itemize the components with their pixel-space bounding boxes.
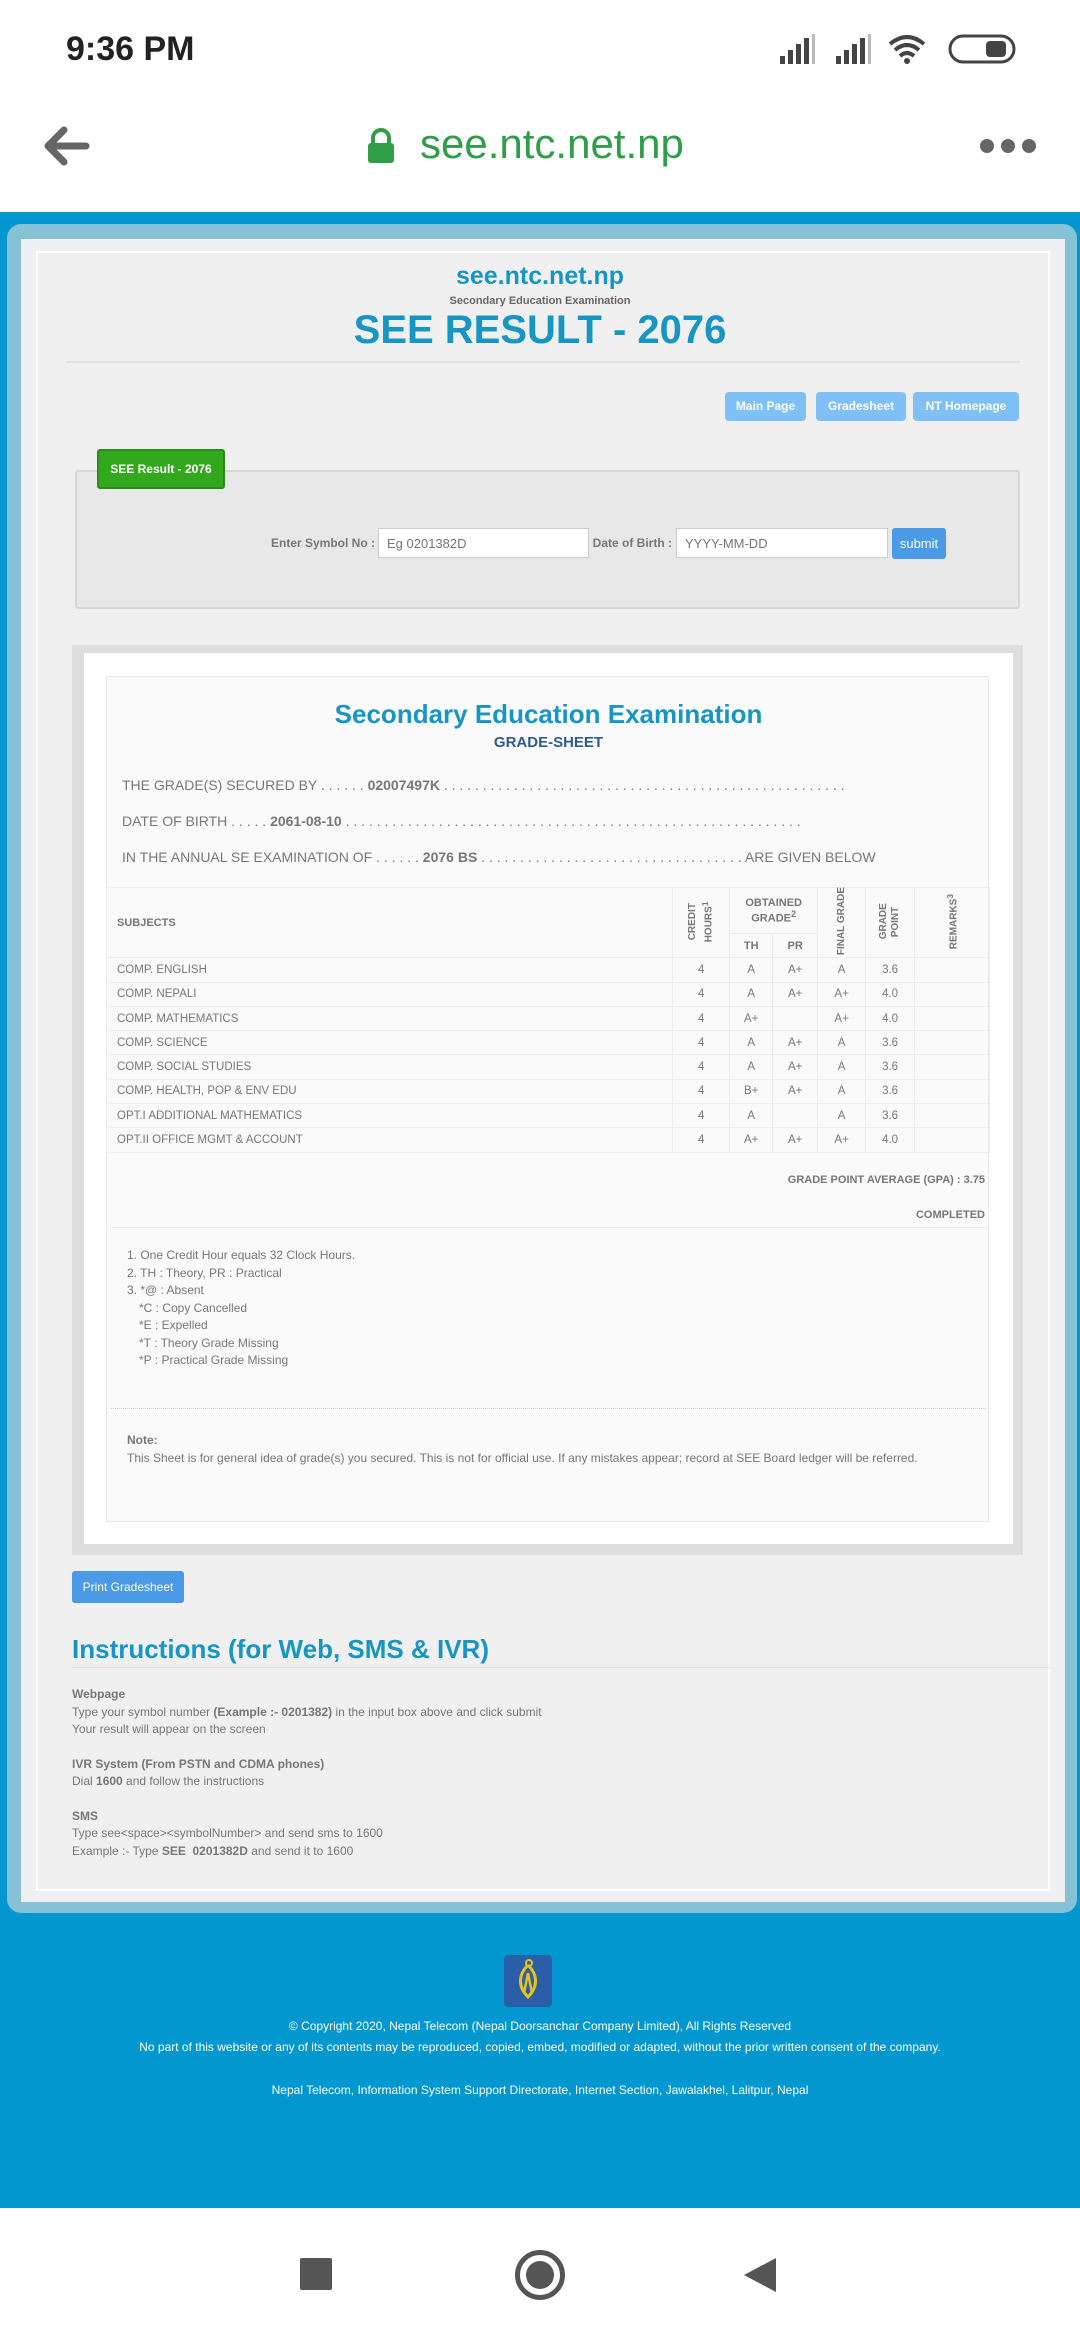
col-remarks: REMARKS$^3$ xyxy=(915,888,990,958)
cell-subject: COMP. HEALTH, POP & ENV EDU xyxy=(107,1079,673,1103)
cell-credit: 4 xyxy=(673,1104,730,1128)
disclaimer: No part of this website or any of its contents may be reproduced, copied, embed, modified or adapted, without the prior written consent of the company. xyxy=(139,2040,941,2054)
cell-gp: 3.6 xyxy=(866,958,915,982)
cell-th: A xyxy=(730,1055,773,1079)
cell-credit: 4 xyxy=(673,982,730,1006)
ntc-logo xyxy=(504,1955,552,2007)
page-title: SEE RESULT - 2076 xyxy=(353,308,727,352)
cell-th: A xyxy=(730,1031,773,1055)
lock-icon xyxy=(366,128,396,169)
note-item: 1. One Credit Hour equals 32 Clock Hours. xyxy=(127,1248,356,1262)
cell-credit: 4 xyxy=(673,1079,730,1103)
table-row xyxy=(107,1006,990,1030)
sheet-subtitle: GRADE-SHEET xyxy=(493,734,604,751)
back-button[interactable] xyxy=(42,124,90,173)
note-item: *C : Copy Cancelled xyxy=(139,1300,248,1315)
col-pr: PR xyxy=(773,934,818,958)
signal-wifi-battery-icon xyxy=(780,32,1020,68)
table-row xyxy=(107,958,990,982)
cell-remarks xyxy=(915,958,990,982)
more-dots-icon xyxy=(978,136,1038,156)
cell-credit: 4 xyxy=(673,1128,730,1152)
status-icons xyxy=(780,32,1020,73)
cell-subject: COMP. ENGLISH xyxy=(107,958,673,982)
home-button[interactable] xyxy=(515,2250,565,2300)
ivr-heading: IVR System (From PSTN and CDMA phones) xyxy=(72,1756,325,1771)
table-row xyxy=(107,1079,990,1103)
web-step-1: Type your symbol number (Example :- 0201382) in the input box above and click submit xyxy=(72,1704,542,1719)
back-triangle-icon xyxy=(742,2256,778,2294)
dob-input[interactable] xyxy=(676,528,888,558)
symbol-label: Enter Symbol No : xyxy=(270,536,375,550)
col-th: TH xyxy=(730,934,773,958)
dob-value: 2061-08-10 xyxy=(270,813,342,829)
submit-button[interactable]: submit xyxy=(892,528,946,559)
gpa: GRADE POINT AVERAGE (GPA) : 3.75 xyxy=(787,1174,985,1186)
note-text: This Sheet is for general idea of grade(s) you secured. This is not for official use. If any mistakes appear; record at SEE Board ledger will be referred. xyxy=(127,1451,918,1465)
exam-line: IN THE ANNUAL SE EXAMINATION OF . . . . . . 2076 BS . . . . . . . . . . . . . . . . . . . . . . . . . . . . . . . . . . ARE GIVEN BELOW xyxy=(122,849,876,865)
legend-notes xyxy=(127,1247,355,1370)
table-row xyxy=(107,1104,990,1128)
more-menu-button[interactable] xyxy=(978,136,1038,161)
cell-pr xyxy=(773,1006,818,1030)
cell-final: A+ xyxy=(818,1128,866,1152)
cell-remarks xyxy=(915,1006,990,1030)
cell-final: A xyxy=(818,1055,866,1079)
ivr-step: Dial 1600 and follow the instructions xyxy=(72,1774,265,1788)
status-time: 9:36 PM xyxy=(66,30,195,68)
main-page-button[interactable]: Main Page xyxy=(725,392,806,421)
back-nav-button[interactable] xyxy=(742,2256,778,2299)
col-obtained: OBTAINED GRADE$^2$ xyxy=(730,888,818,934)
cell-pr: A+ xyxy=(773,1055,818,1079)
cell-gp: 4.0 xyxy=(866,1128,915,1152)
cell-credit: 4 xyxy=(673,1031,730,1055)
cell-subject: COMP. MATHEMATICS xyxy=(107,1006,673,1030)
cell-th: A xyxy=(730,1104,773,1128)
cell-gp: 3.6 xyxy=(866,1055,915,1079)
cell-final: A xyxy=(818,1079,866,1103)
grades-table xyxy=(106,887,990,1153)
col-gp: GRADE POINT xyxy=(866,888,915,958)
cell-pr: A+ xyxy=(773,1031,818,1055)
cell-final: A xyxy=(818,958,866,982)
cell-credit: 4 xyxy=(673,958,730,982)
cell-remarks xyxy=(915,1128,990,1152)
cell-remarks xyxy=(915,1104,990,1128)
symbol-input[interactable] xyxy=(378,528,589,558)
sheet-title: Secondary Education Examination xyxy=(334,699,763,729)
grade-sheet xyxy=(106,676,989,1522)
address: Nepal Telecom, Information System Support Directorate, Internet Section, Jawalakhel, Lalitpur, Nepal xyxy=(271,2083,809,2097)
result-status: COMPLETED xyxy=(915,1209,985,1221)
print-gradesheet-button[interactable]: Print Gradesheet xyxy=(72,1571,184,1603)
cell-th: A+ xyxy=(730,1006,773,1030)
cell-th: A+ xyxy=(730,1128,773,1152)
cell-subject: COMP. SCIENCE xyxy=(107,1031,673,1055)
copyright: © Copyright 2020, Nepal Telecom (Nepal Doorsanchar Company Limited), All Rights Reserved xyxy=(288,2019,792,2033)
cell-pr xyxy=(773,1104,818,1128)
cell-subject: COMP. NEPALI xyxy=(107,982,673,1006)
instructions xyxy=(72,1686,542,1860)
table-row xyxy=(107,1128,990,1152)
divider xyxy=(66,361,1020,363)
note-item: *E : Expelled xyxy=(139,1318,208,1332)
cell-remarks xyxy=(915,1079,990,1103)
url-text[interactable]: see.ntc.net.np xyxy=(420,120,684,167)
gradesheet-button[interactable]: Gradesheet xyxy=(816,392,906,421)
cell-th: A xyxy=(730,982,773,1006)
cell-gp: 4.0 xyxy=(866,1006,915,1030)
cell-th: B+ xyxy=(730,1079,773,1103)
col-final: FINAL GRADE xyxy=(818,888,866,958)
web-step-2: Your result will appear on the screen xyxy=(72,1722,266,1736)
cell-final: A xyxy=(818,1031,866,1055)
cell-credit: 4 xyxy=(673,1055,730,1079)
site-subtitle: Secondary Education Examination xyxy=(449,295,631,307)
cell-credit: 4 xyxy=(673,1006,730,1030)
cell-remarks xyxy=(915,982,990,1006)
cell-gp: 3.6 xyxy=(866,1104,915,1128)
cell-final: A+ xyxy=(818,982,866,1006)
sms-step-2: Example :- Type SEE 0201382D and send it to 1600 xyxy=(72,1843,354,1858)
cell-subject: OPT.I ADDITIONAL MATHEMATICS xyxy=(107,1104,673,1128)
exam-year: 2076 BS xyxy=(422,849,478,865)
cell-final: A+ xyxy=(818,1006,866,1030)
form-legend: SEE Result - 2076 xyxy=(97,449,225,489)
cell-subject: OPT.II OFFICE MGMT & ACCOUNT xyxy=(107,1128,673,1152)
back-arrow-icon xyxy=(42,124,90,168)
table-row xyxy=(107,1055,990,1079)
cell-final: A xyxy=(818,1104,866,1128)
sms-heading: SMS xyxy=(72,1808,99,1823)
note-item: 2. TH : Theory, PR : Practical xyxy=(127,1265,282,1280)
col-credit: CREDIT HOURS$^1$ xyxy=(673,888,730,958)
dob-line: DATE OF BIRTH . . . . . 2061-08-10 . . . . . . . . . . . . . . . . . . . . . . . . . . . . . . . . . . . . . . . . . . . . . . . . . . . . . . . . . . . xyxy=(122,813,801,829)
note-item: *P : Practical Grade Missing xyxy=(139,1353,289,1367)
note-label: Note: xyxy=(127,1433,158,1447)
instructions-title: Instructions (for Web, SMS & IVR) xyxy=(72,1634,489,1664)
symbol-number: 02007497K xyxy=(367,777,440,793)
site-name: see.ntc.net.np xyxy=(455,262,625,290)
cell-gp: 4.0 xyxy=(866,982,915,1006)
note-item: 3. *@ : Absent xyxy=(127,1283,204,1297)
recents-button[interactable] xyxy=(300,2258,332,2290)
note-item: *T : Theory Grade Missing xyxy=(139,1335,279,1350)
cell-gp: 3.6 xyxy=(866,1079,915,1103)
cell-pr: A+ xyxy=(773,1079,818,1103)
cell-subject: COMP. SOCIAL STUDIES xyxy=(107,1055,673,1079)
webpage-heading: Webpage xyxy=(72,1687,126,1701)
col-subjects: SUBJECTS xyxy=(107,888,673,958)
cell-th: A xyxy=(730,958,773,982)
table-row xyxy=(107,1031,990,1055)
cell-remarks xyxy=(915,1031,990,1055)
cell-remarks xyxy=(915,1055,990,1079)
cell-gp: 3.6 xyxy=(866,1031,915,1055)
table-row xyxy=(107,982,990,1006)
cell-pr: A+ xyxy=(773,982,818,1006)
secured-by-line: THE GRADE(S) SECURED BY . . . . . . 02007497K . . . . . . . . . . . . . . . . . . . . . . . . . . . . . . . . . . . . . . . . . . . . . . . . . . . . xyxy=(122,777,845,793)
sms-step-1: Type see<space><symbolNumber> and send sms to 1600 xyxy=(72,1826,383,1840)
cell-pr: A+ xyxy=(773,1128,818,1152)
nt-homepage-button[interactable]: NT Homepage xyxy=(913,392,1019,421)
cell-pr: A+ xyxy=(773,958,818,982)
dob-label: Date of Birth : xyxy=(592,536,672,550)
